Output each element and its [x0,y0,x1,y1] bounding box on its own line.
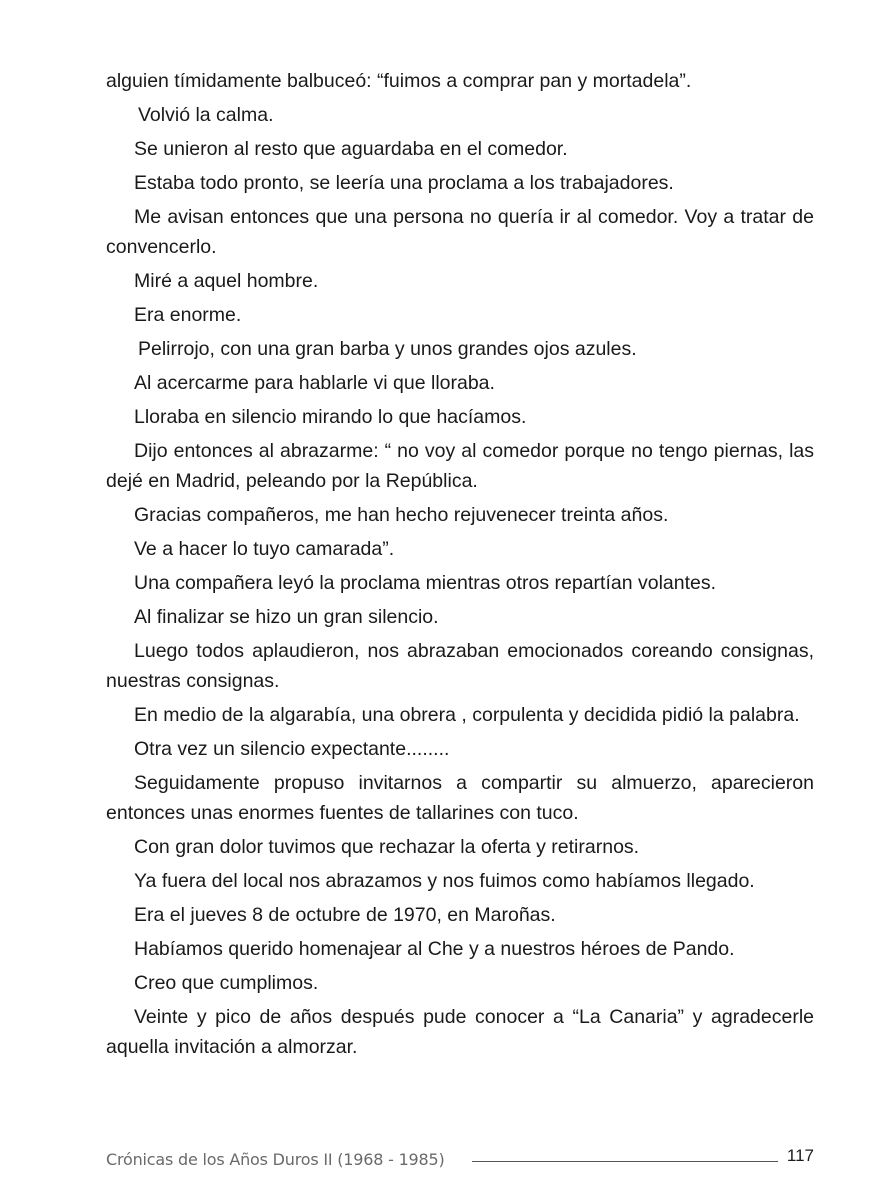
page-body-text [106,66,814,1066]
paragraph: Estaba todo pronto, se leería una proclama a los trabajadores. [134,172,674,194]
paragraph: Miré a aquel hombre. [134,270,319,292]
paragraph: Ya fuera del local nos abrazamos y nos fuimos como habíamos llegado. [134,870,755,892]
paragraph: Creo que cumplimos. [134,972,319,994]
paragraph: Al acercarme para hablarle vi que lloraba. [134,372,495,394]
paragraph: En medio de la algarabía, una obrera , corpulenta y decidida pidió la palabra. [134,704,800,726]
paragraph: Dijo entonces al abrazarme: “ no voy al comedor porque no tengo piernas, las dejé en Madrid, peleando por la República. [106,440,814,492]
paragraph: Volvió la calma. [138,104,274,126]
paragraph: Habíamos querido homenajear al Che y a nuestros héroes de Pando. [134,938,735,960]
running-footer-title: Crónicas de los Años Duros II (1968 - 1985) [106,1150,445,1169]
paragraph: Se unieron al resto que aguardaba en el comedor. [134,138,568,160]
footer-divider [472,1161,778,1162]
paragraph: Era el jueves 8 de octubre de 1970, en Maroñas. [134,904,556,926]
paragraph: Otra vez un silencio expectante........ [134,738,450,760]
paragraph: Luego todos aplaudieron, nos abrazaban emocionados coreando consignas, nuestras consignas. [106,640,814,692]
paragraph: Seguidamente propuso invitarnos a compartir su almuerzo, aparecieron entonces unas enormes fuentes de tallarines con tuco. [106,772,814,824]
paragraph: Me avisan entonces que una persona no quería ir al comedor. Voy a tratar de convencerlo. [106,206,814,258]
paragraph: Pelirrojo, con una gran barba y unos grandes ojos azules. [138,338,637,360]
paragraph: Veinte y pico de años después pude conocer a “La Canaria” y agradecerle aquella invitación a almorzar. [106,1006,814,1058]
paragraph: Gracias compañeros, me han hecho rejuvenecer treinta años. [134,504,669,526]
paragraph: Lloraba en silencio mirando lo que hacíamos. [134,406,527,428]
paragraph: Era enorme. [134,304,242,326]
paragraph: Ve a hacer lo tuyo camarada”. [134,538,395,560]
paragraph: Con gran dolor tuvimos que rechazar la oferta y retirarnos. [134,836,640,858]
page-footer [106,1146,814,1174]
paragraph: alguien tímidamente balbuceó: “fuimos a comprar pan y mortadela”. [106,70,692,92]
page-number: 117 [786,1146,814,1165]
paragraph: Al finalizar se hizo un gran silencio. [134,606,439,628]
paragraph: Una compañera leyó la proclama mientras otros repartían volantes. [134,572,717,594]
